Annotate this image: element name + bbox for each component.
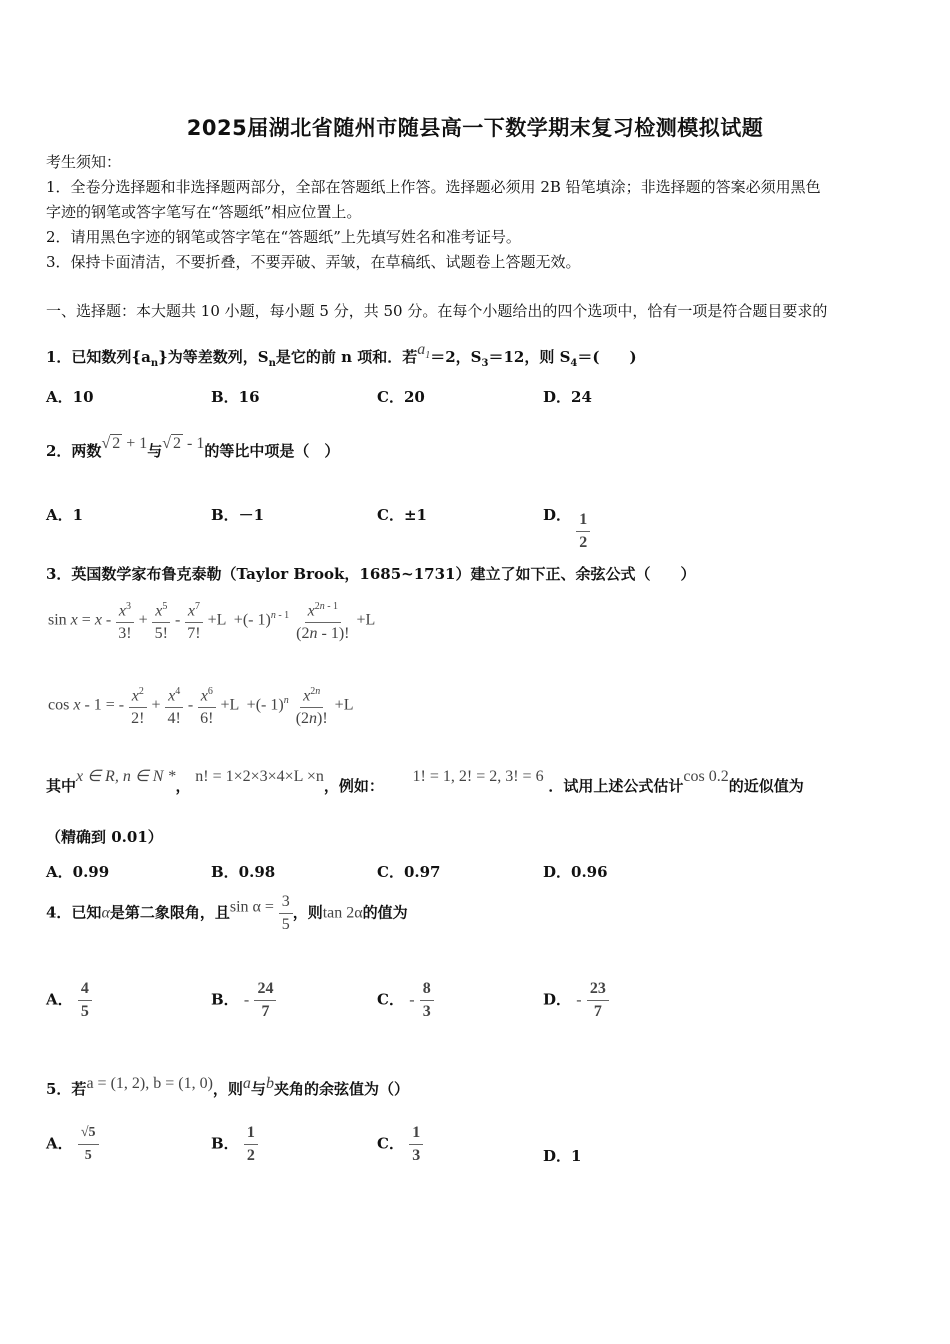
q4-option-b[interactable]: B． - $\frac{24}{7}$ — [211, 980, 276, 1021]
q5-text-4: 夹角的余弦值为（） — [273, 1080, 409, 1098]
q2-option-a[interactable]: A．1 — [46, 506, 84, 524]
q3-example-lead: ，例如： — [323, 777, 384, 795]
q4-fraction: $\frac{3}{5}$ — [279, 893, 293, 934]
q1-option-d[interactable]: D．24 — [543, 388, 592, 406]
question-1 — [46, 337, 637, 376]
q3-cos: cos 0.2 — [683, 768, 729, 785]
q4-option-b-value: $\frac{24}{7}$ — [254, 980, 276, 1021]
q2-expr-1: √ 2 + 1 — [101, 435, 148, 452]
q5-vectors: a = (1, 2), b = (1, 0) — [86, 1075, 213, 1092]
notice-heading: 考生须知： — [46, 153, 122, 171]
q5-option-a[interactable]: A． $\frac{√5}{5}$ — [46, 1124, 99, 1165]
q5-option-d[interactable]: D．1 — [543, 1147, 582, 1165]
q2-option-d[interactable]: D． $\frac{1}{2}$ — [543, 504, 590, 552]
q4-option-a-value: $\frac{4}{5}$ — [78, 980, 92, 1021]
q3-option-b[interactable]: B．0.98 — [211, 863, 276, 881]
q1-sub: n — [150, 358, 159, 369]
q2-expr-2: √ 2 - 1 — [162, 435, 205, 452]
notice-line-1a: 1．全卷分选择题和非选择题两部分，全部在答题纸上作答。选择题必须用 2B 铅笔填涂；非选择题的答案必须用黑色 — [46, 178, 821, 196]
question-2 — [46, 431, 339, 464]
q4-option-a[interactable]: A． $\frac{4}{5}$ — [46, 980, 92, 1021]
q1-text: 1．已知数列{a — [46, 348, 151, 366]
page-title: 2025届湖北省随州市随县高一下数学期末复习检测模拟试题 — [186, 116, 764, 140]
q2-option-c[interactable]: C．±1 — [377, 506, 427, 524]
q3-conditions — [46, 764, 906, 799]
q1-text-3: 是它的前 n 项和．若 — [275, 348, 418, 366]
q4-option-d-value: $\frac{23}{7}$ — [587, 980, 609, 1021]
q3-cond-1: x ∈ R, n ∈ N * — [76, 768, 176, 785]
q5-text-2: ，则 — [212, 1080, 243, 1098]
q1-a1: $a_1$ — [417, 341, 431, 362]
q4-alpha: α — [101, 904, 110, 922]
q4-option-d[interactable]: D． - $\frac{23}{7}$ — [543, 980, 609, 1021]
q4-text-3: ，则 — [292, 903, 323, 922]
q4-option-c[interactable]: C． - $\frac{8}{3}$ — [377, 980, 434, 1021]
question-3: 3．英国数学家布鲁克泰勒（Taylor Brook，1685~1731）建立了如下正、余弦公式（ ） — [46, 565, 696, 583]
question-5 — [46, 1071, 409, 1102]
q2-text-2: 与 — [147, 442, 163, 460]
q1-sub-3: 3 — [481, 358, 489, 369]
q1-option-a[interactable]: A．10 — [46, 388, 94, 406]
q4-option-c-value: $\frac{8}{3}$ — [420, 980, 434, 1021]
q5-vector-a: a — [242, 1075, 251, 1092]
q3-comma: ， — [175, 777, 191, 795]
q3-cond-2: n! = 1×2×3×4×L ×n — [195, 768, 324, 785]
q1-text-6: ＝( ) — [577, 348, 637, 366]
q5-option-c-value: $\frac{1}{3}$ — [409, 1124, 423, 1165]
q4-text: 4．已知 — [46, 903, 102, 922]
q5-vector-b: b — [265, 1075, 274, 1092]
notice-line-1b: 字迹的钢笔或答字笔写在“答题纸”相应位置上。 — [46, 203, 362, 221]
q5-text: 5．若 — [46, 1080, 87, 1098]
q5-text-3: 与 — [250, 1080, 266, 1098]
q2-text: 2．两数 — [46, 442, 102, 460]
q3-option-a[interactable]: A．0.99 — [46, 863, 110, 881]
q4-tan: tan 2α — [322, 904, 363, 922]
section-heading: 一、选择题：本大题共 10 小题，每小题 5 分，共 50 分。在每个小题给出的四个选项中，恰有一项是符合题目要求的 — [46, 302, 828, 320]
q3-estimate-tail: 的近似值为 — [728, 777, 804, 795]
notice-line-2: 2．请用黑色字迹的钢笔或答字笔在“答题纸”上先填写姓名和准考证号。 — [46, 228, 521, 246]
q2-option-b[interactable]: B．－1 — [211, 506, 265, 524]
q3-option-c[interactable]: C．0.97 — [377, 863, 441, 881]
q4-sin: sin α = — [229, 898, 274, 916]
q4-text-4: 的值为 — [362, 903, 408, 922]
q1-option-c[interactable]: C．20 — [377, 388, 425, 406]
q3-precision: （精确到 0.01） — [46, 828, 163, 846]
q1-text-4: ＝2，S — [430, 348, 482, 366]
q3-example: 1! = 1, 2! = 2, 3! = 6 — [412, 768, 544, 785]
q5-option-a-value: $\frac{√5}{5}$ — [78, 1124, 99, 1165]
q5-option-c[interactable]: C． $\frac{1}{3}$ — [377, 1124, 423, 1165]
q4-text-2: 是第二象限角，且 — [109, 903, 230, 922]
q1-text-5: ＝12，则 S — [488, 348, 571, 366]
q5-option-b[interactable]: B． $\frac{1}{2}$ — [211, 1124, 258, 1165]
q3-estimate-lead: ．试用上述公式估计 — [548, 777, 684, 795]
q3-option-d[interactable]: D．0.96 — [543, 863, 608, 881]
question-4 — [46, 893, 408, 934]
q5-option-b-value: $\frac{1}{2}$ — [244, 1124, 258, 1165]
q1-sub-4: 4 — [570, 358, 578, 369]
sine-taylor-formula: sin x = x - $\frac{x^3}{3!}$ + $\frac{x^5}{5!}$ - $\frac{x^7}{7!}$ +L +(- 1)$^{n - 1}$ $\frac{x^{2n - 1}}{(2n - 1)!}$ +L — [48, 598, 375, 643]
q2-option-d-fraction: $\frac{1}{2}$ — [576, 511, 590, 552]
q2-text-3: 的等比中项是（ ） — [204, 442, 340, 460]
q1-option-b[interactable]: B．16 — [211, 388, 260, 406]
q3-where: 其中 — [46, 777, 77, 795]
q1-sub-2: n — [268, 358, 276, 369]
notice-line-3: 3．保持卡面清洁，不要折叠，不要弄破、弄皱，在草稿纸、试题卷上答题无效。 — [46, 253, 581, 271]
q1-text-2: }为等差数列，S — [158, 348, 269, 366]
cosine-taylor-formula: cos x - 1 = - $\frac{x^2}{2!}$ + $\frac{x^4}{4!}$ - $\frac{x^6}{6!}$ +L +(- 1)$^n$ $\frac{x^{2n}}{(2n)!}$ +L — [48, 683, 353, 728]
